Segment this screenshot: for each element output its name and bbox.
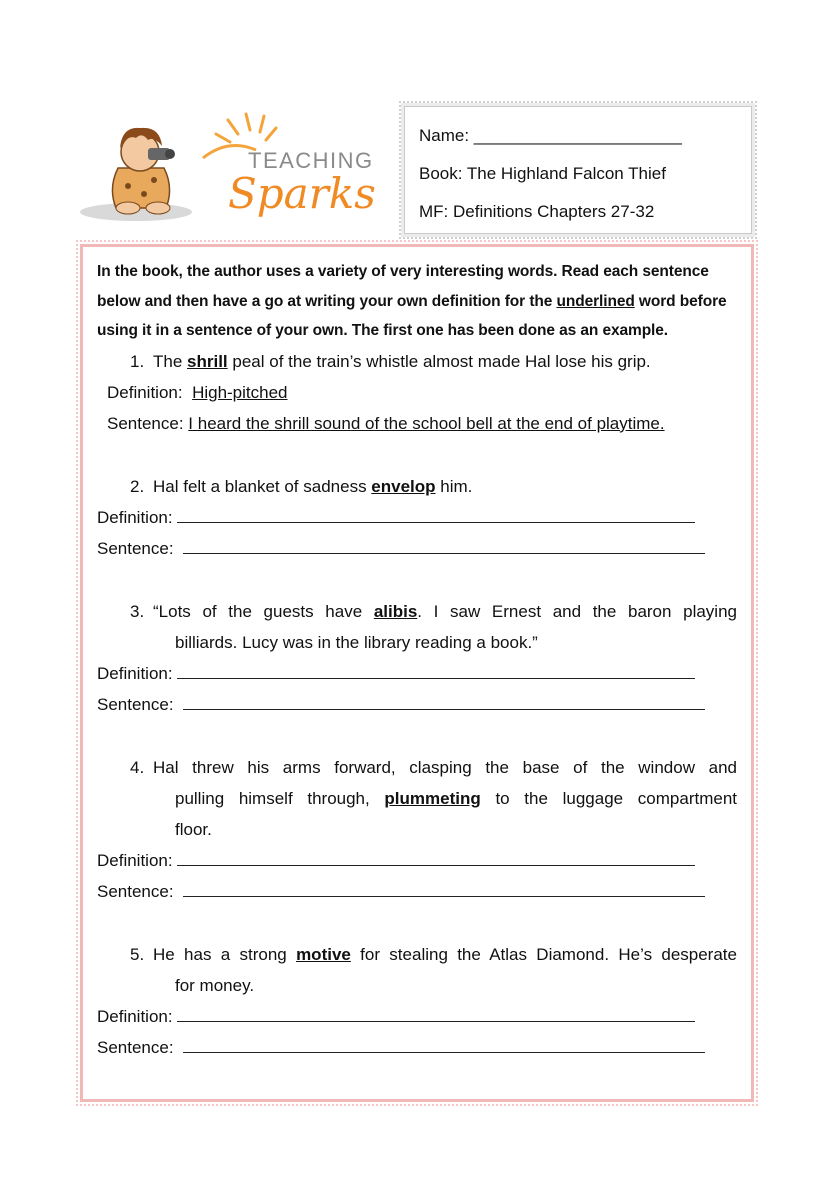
question-text: Hal felt a blanket of sadness xyxy=(153,476,372,496)
instructions xyxy=(97,257,737,346)
example-definition-row xyxy=(97,377,737,408)
question-text: He has a strong xyxy=(153,944,297,964)
teaching-sparks-logo xyxy=(78,108,398,228)
sentence-blank[interactable] xyxy=(183,1034,705,1053)
definition-label: Definition: xyxy=(97,1006,173,1026)
question-text: him. xyxy=(435,476,473,496)
logo-text-bottom: Sparks xyxy=(228,169,376,218)
question-text: for stealing the Atlas Diamond. He’s desperate xyxy=(350,944,737,964)
definition-label: Definition: xyxy=(107,382,183,402)
question-text: Hal threw his arms forward, clasping the base of the window and xyxy=(153,757,737,777)
target-word: alibis xyxy=(373,601,418,621)
caveman-logo-icon xyxy=(78,108,398,228)
definition-row xyxy=(97,502,737,533)
sentence-row xyxy=(97,1032,737,1063)
question-number: 5. xyxy=(130,944,145,964)
question-number: 3. xyxy=(130,601,145,621)
question-number: 2. xyxy=(130,476,145,496)
target-word: plummeting xyxy=(384,788,481,808)
question-text-continued xyxy=(97,783,737,814)
definition-label: Definition: xyxy=(97,663,173,683)
sentence-row xyxy=(97,876,737,907)
question-text-continued: billiards. Lucy was in the library reading a book.” xyxy=(175,632,538,652)
question-2 xyxy=(97,471,737,564)
sentence-blank[interactable] xyxy=(183,535,705,554)
definition-value: High-pitched xyxy=(192,382,288,402)
target-word: motive xyxy=(296,944,351,964)
definition-blank[interactable] xyxy=(177,660,695,679)
question-number: 1. xyxy=(130,351,145,371)
definition-row xyxy=(97,1001,737,1032)
worksheet-title: MF: Definitions Chapters 27-32 xyxy=(419,202,655,221)
target-word: shrill xyxy=(187,351,228,371)
definition-label: Definition: xyxy=(97,850,173,870)
question-text: The xyxy=(153,351,188,371)
question-number: 4. xyxy=(130,757,145,777)
sentence-blank[interactable] xyxy=(183,878,705,897)
target-word: envelop xyxy=(371,476,436,496)
question-3 xyxy=(97,596,737,720)
sentence-value: I heard the shrill sound of the school bell at the end of playtime. xyxy=(188,413,665,433)
sentence-row xyxy=(97,689,737,720)
question-text: . I saw Ernest and the baron playing xyxy=(417,601,737,621)
definition-blank[interactable] xyxy=(177,1003,695,1022)
question-4 xyxy=(97,752,737,907)
instructions-text: In the book, the author uses a variety of very interesting words. Read each sentence below and then have a go at writing your own definition for the xyxy=(97,263,709,310)
sentence-blank[interactable] xyxy=(183,691,705,710)
question-text: “Lots of the guests have xyxy=(153,601,374,621)
definition-blank[interactable] xyxy=(177,504,695,523)
instructions-text-end: word before using it in a sentence of your own. The first one has been done as an example. xyxy=(97,292,727,339)
worksheet-body xyxy=(80,244,754,1102)
student-info-box xyxy=(404,106,752,234)
question-1 xyxy=(97,346,737,377)
question-5 xyxy=(97,939,737,1063)
question-text: pulling himself through, xyxy=(175,788,385,808)
sentence-label: Sentence: xyxy=(97,881,174,901)
sentence-label: Sentence: xyxy=(97,538,174,558)
sentence-label: Sentence: xyxy=(97,1037,174,1057)
question-text: to the luggage compartment xyxy=(480,788,737,808)
example-sentence-row xyxy=(97,408,737,439)
logo-text-top: TEACHING xyxy=(248,148,374,173)
question-text-continued: floor. xyxy=(175,819,212,839)
book-title: Book: The Highland Falcon Thief xyxy=(419,164,666,183)
example-question xyxy=(97,346,737,439)
sentence-label: Sentence: xyxy=(107,413,184,433)
definition-blank[interactable] xyxy=(177,847,695,866)
definition-label: Definition: xyxy=(97,507,173,527)
sentence-label: Sentence: xyxy=(97,694,174,714)
name-field[interactable]: Name: ______________________ xyxy=(419,126,682,145)
sentence-row xyxy=(97,533,737,564)
definition-row xyxy=(97,845,737,876)
question-text-continued: for money. xyxy=(175,975,255,995)
question-text: peal of the train’s whistle almost made Hal lose his grip. xyxy=(227,351,651,371)
definition-row xyxy=(97,658,737,689)
instructions-underlined: underlined xyxy=(556,292,635,310)
